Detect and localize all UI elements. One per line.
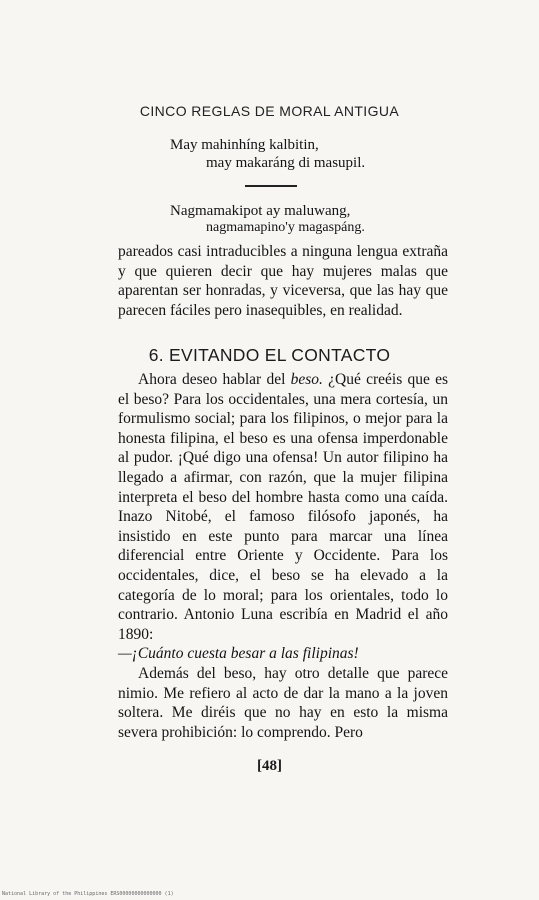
verse-1-line-2: may makaráng di masupil. [206, 155, 366, 171]
running-head: CINCO REGLAS DE MORAL ANTIGUA [139, 103, 400, 119]
luna-quote: —¡Cuánto cuesta besar a las filipinas! [118, 645, 359, 663]
page-number: [48] [257, 758, 282, 774]
section-heading: 6. EVITANDO EL CONTACTO [148, 345, 391, 365]
mano-paragraph: Además del beso, hay otro detalle que parece nimio. Me refiero al acto de dar la mano a la joven soltera. Me diréis que no hay en esto la misma severa prohibición: lo comprendo. Pero [118, 664, 448, 741]
scan-footer-note: National Library of the Philippines ERS00000000000000 (1) [2, 891, 174, 897]
intro-paragraph: pareados casi intraducibles a ninguna lengua extraña y que quieren decir que hay mujeres malas que aparentan ser honradas, y viceversa, que las hay que parecen fáciles pero inasequibles, en realidad. [118, 243, 448, 319]
main-text-block [118, 370, 448, 742]
intro-paragraph-block [118, 242, 448, 320]
beso-paragraph-start: Ahora deseo hablar del [138, 371, 291, 388]
beso-italic-word: beso. [290, 371, 323, 388]
verse-2-line-2: nagmamapino'y magaspáng. [206, 220, 365, 235]
verse-1-line-1: May mahinhíng kalbitin, [170, 137, 319, 153]
verse-divider [245, 185, 297, 187]
beso-paragraph [118, 370, 448, 644]
beso-paragraph-rest: ¿Qué creéis que es el beso? Para los occidentales, una mera cortesía, un formulismo social; para los filipinos, o mejor para la honesta filipina, el beso es una ofensa imperdonable al pudor. ¡Qué digo una ofensa! Un autor filipino ha llegado a afirmar, con razón, que la mujer filipina interpreta el beso del hombre hasta como una caída. Inazo Nitobé, el famoso filósofo japonés, ha insistido en este punto para marcar una línea diferencial entre Oriente y Occidente. Para los occidentales, dice, el beso se ha elevado a la categoría de lo moral; para los orientales, todo lo contrario. Antonio Luna escribía en Madrid el año 1890: [118, 371, 448, 643]
verse-2-line-1: Nagmamakipot ay maluwang, [170, 203, 351, 219]
